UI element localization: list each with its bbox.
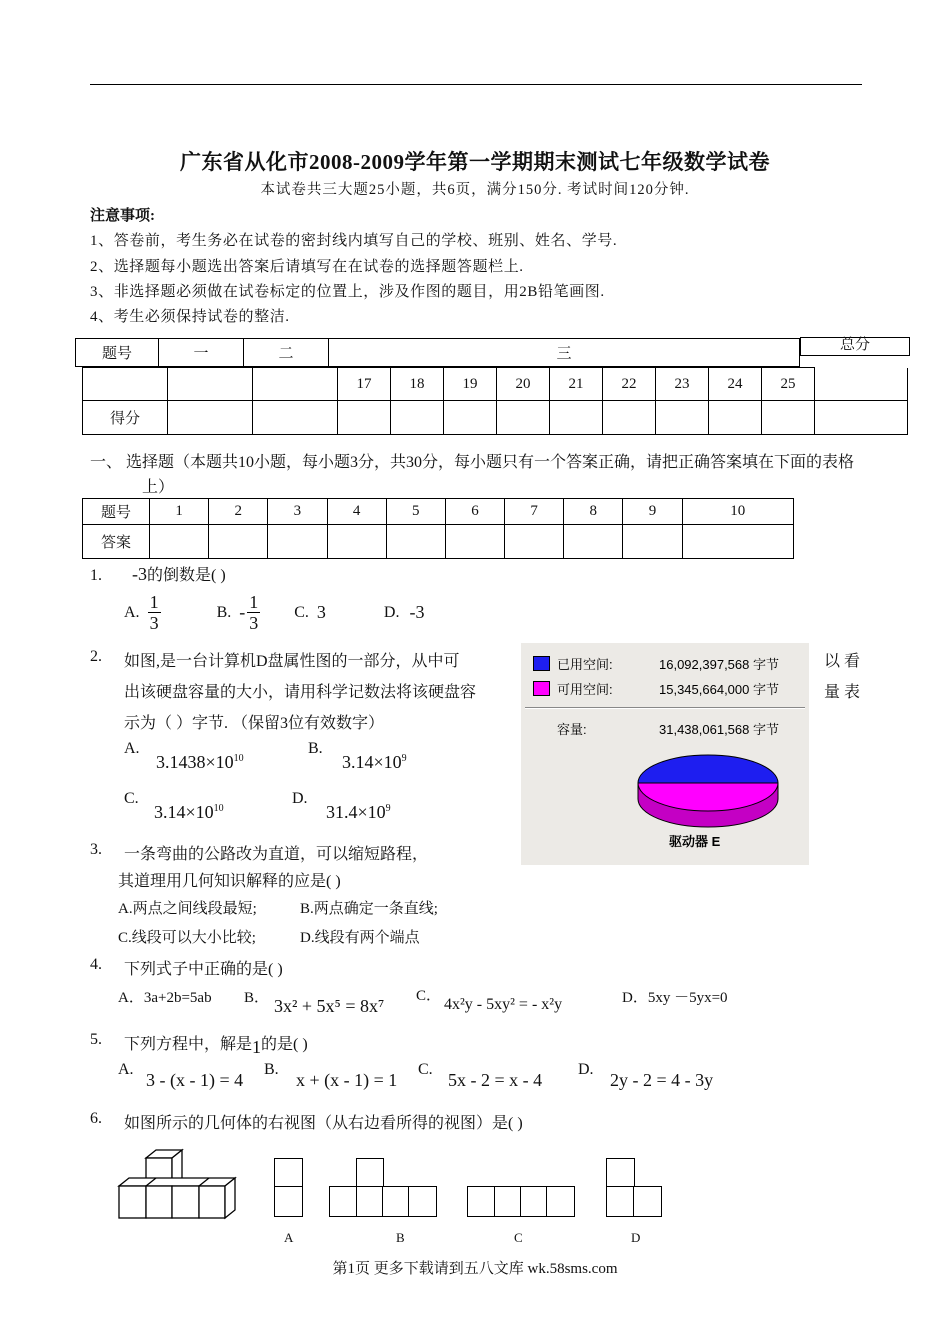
- score-sub-number: 25: [762, 368, 815, 401]
- q6-c-square: [494, 1186, 522, 1217]
- free-color-swatch: [533, 681, 550, 696]
- q5-stem-a: 下列方程中，解是: [124, 1036, 253, 1053]
- answer-num: 7: [505, 499, 564, 525]
- answer-table: [82, 498, 794, 559]
- bottom-cube-1: [119, 1186, 146, 1218]
- q4-option-b-label: B．: [244, 990, 270, 1006]
- q3-line2: 其道理用几何知识解释的应是( ): [118, 873, 341, 890]
- capacity-label: 容量:: [557, 722, 587, 737]
- score-cell[interactable]: [497, 401, 550, 435]
- score-cell[interactable]: [391, 401, 444, 435]
- note-item: 4、考生必须保持试卷的整洁.: [90, 309, 290, 325]
- q4-option-b: 3x² + 5x⁵ = 8x⁷: [274, 996, 385, 1016]
- answer-cell[interactable]: [386, 525, 445, 559]
- q5-option-d-label: D.: [578, 1061, 594, 1078]
- answer-cell[interactable]: [268, 525, 327, 559]
- q1-option-c: C.: [294, 603, 309, 621]
- q4-option-a: A．3a+2b=5ab: [118, 990, 212, 1006]
- notes-heading: 注意事项:: [90, 208, 155, 224]
- q5-option-b-label: B.: [264, 1061, 279, 1078]
- capacity-value: 31,438,061,568 字节: [659, 722, 779, 737]
- q1-number: 1.: [90, 567, 102, 584]
- answer-cell[interactable]: [505, 525, 564, 559]
- q1-b-sign: -: [239, 602, 246, 622]
- q2-option-d-label: D.: [292, 790, 308, 807]
- q2-a-base: 3.1438×10: [156, 752, 234, 772]
- q5-stem-val: 1: [252, 1037, 262, 1057]
- score-sub-number: 19: [444, 368, 497, 401]
- q6-c-square: [546, 1186, 575, 1217]
- q6-label-d: D: [631, 1230, 641, 1245]
- answer-cell[interactable]: [445, 525, 504, 559]
- q6-a-square: [274, 1186, 303, 1217]
- score-h-one: 一: [159, 339, 244, 367]
- q6-d-square: [606, 1158, 635, 1188]
- bottom-cube-4: [199, 1186, 225, 1218]
- q4-option-c-label: C．: [416, 988, 442, 1004]
- section1-heading-text: 一、 选择题（本题共10小题，每小题3分，共30分，每小题只有一个答案正确，请把正确答案填在下面的表格上）: [90, 454, 855, 496]
- score-sub-number: 17: [338, 368, 391, 401]
- q3-option-a: A.两点之间线段最短;: [118, 901, 257, 917]
- disk-divider: [525, 707, 805, 709]
- score-cell[interactable]: [815, 401, 908, 435]
- answer-cell[interactable]: [623, 525, 682, 559]
- q4-option-c: 4x²y - 5xy² = - x²y: [444, 996, 563, 1013]
- q6-number: 6.: [90, 1110, 102, 1127]
- q6-b-square: [329, 1186, 358, 1217]
- score-label: 得分: [83, 401, 168, 435]
- bottom-cube-2: [146, 1186, 172, 1218]
- q5-stem-b: 的是( ): [261, 1036, 308, 1053]
- q1-options: [124, 592, 424, 633]
- score-sub-number: 22: [603, 368, 656, 401]
- q2-option-a: [156, 752, 244, 773]
- score-sub-number: 24: [709, 368, 762, 401]
- q1-b-den: 3: [249, 613, 259, 633]
- top-rule: [90, 84, 862, 85]
- q5-option-a-label: A.: [118, 1061, 134, 1078]
- answer-num: 9: [623, 499, 682, 525]
- q2-option-b-label: B.: [308, 740, 323, 757]
- q5-option-d: 2y - 2 = 4 - 3y: [610, 1070, 714, 1090]
- q6-d-square: [633, 1186, 662, 1217]
- q2-b-exp: 9: [401, 753, 407, 764]
- note-item: 1、答卷前，考生务必在试卷的密封线内填写自己的学校、班别、姓名、学号.: [90, 233, 618, 249]
- q2-option-b: [342, 752, 407, 773]
- bottom-row-top: [119, 1178, 235, 1186]
- q2-line3: 示为（ ）字节. （保留3位有效数字）: [124, 715, 385, 732]
- q2-c-base: 3.14×10: [154, 802, 214, 822]
- q2-line2: 出该硬盘容量的大小，请用科学记数法将该硬盘容: [124, 684, 477, 701]
- score-cell[interactable]: [253, 401, 338, 435]
- score-h-label: 题号: [76, 339, 159, 367]
- q2-option-c: [154, 802, 224, 823]
- answer-num: 5: [386, 499, 445, 525]
- answer-cell[interactable]: [150, 525, 209, 559]
- score-h-total: 总分: [800, 337, 910, 356]
- q2-line1-end: 以 看: [824, 653, 861, 670]
- q2-b-base: 3.14×10: [342, 752, 402, 772]
- score-sub-number: 18: [391, 368, 444, 401]
- answer-cell[interactable]: [682, 525, 793, 559]
- q6-label-b: B: [396, 1230, 405, 1245]
- score-sub-number: 23: [656, 368, 709, 401]
- q1-d-val: -3: [409, 602, 425, 622]
- q3-line1: 一条弯曲的公路改为直道，可以缩短路程，: [124, 846, 429, 863]
- q6-label-a: A: [284, 1230, 294, 1245]
- q1-c-val: 3: [316, 602, 326, 622]
- q1-option-d: D.: [383, 603, 400, 621]
- q2-option-c-label: C.: [124, 790, 139, 807]
- page-title: 广东省从化市2008-2009学年第一学期期末测试七年级数学试卷: [180, 150, 770, 174]
- drive-label: 驱动器 E: [669, 834, 721, 849]
- q1-text: 的倒数是( ): [147, 567, 226, 584]
- q5-stem: [124, 1031, 308, 1057]
- q4-option-d: D．5xy －5yx=0: [622, 990, 728, 1006]
- score-cell[interactable]: [603, 401, 656, 435]
- exam-info: 本试卷共三大题25小题，共6页，满分150分. 考试时间120分钟.: [260, 182, 690, 198]
- q2-number: 2.: [90, 648, 102, 665]
- score-cell[interactable]: [444, 401, 497, 435]
- q3-option-d: D.线段有两个端点: [300, 930, 420, 946]
- q1-a-num: 1: [149, 592, 159, 612]
- note-item: 2、选择题每小题选出答案后请填写在在试卷的选择题答题栏上.: [90, 259, 524, 275]
- q6-b-square: [356, 1158, 384, 1188]
- q5-number: 5.: [90, 1031, 102, 1048]
- q5-option-c-label: C.: [418, 1061, 433, 1078]
- answer-num: 3: [268, 499, 327, 525]
- q6-c-square: [520, 1186, 548, 1217]
- q5-option-a: 3 - (x - 1) = 4: [146, 1070, 244, 1090]
- score-h-three: 三: [329, 339, 800, 367]
- q1-option-b: B.: [216, 603, 232, 621]
- q2-d-base: 31.4×10: [326, 802, 386, 822]
- q6-c-square: [467, 1186, 496, 1217]
- q1-b-fraction: [247, 592, 260, 633]
- q1-a-den: 3: [149, 613, 159, 633]
- free-label: 可用空间:: [557, 682, 613, 697]
- used-label: 已用空间:: [557, 657, 613, 672]
- q2-line2-end: 量 表: [824, 684, 861, 701]
- q6-label-c: C: [514, 1230, 523, 1245]
- score-table: [82, 367, 908, 435]
- answer-num: 4: [327, 499, 386, 525]
- q2-line1: 如图,是一台计算机D盘属性图的一部分，从中可: [124, 653, 460, 670]
- q6-a-square: [274, 1158, 303, 1188]
- q3-option-b: B.两点确定一条直线;: [300, 901, 438, 917]
- q5-option-b: x + (x - 1) = 1: [296, 1070, 398, 1090]
- score-table-header: [75, 338, 800, 367]
- q3-number: 3.: [90, 841, 102, 858]
- answer-num: 8: [564, 499, 623, 525]
- score-cell[interactable]: [338, 401, 391, 435]
- q6-stem: 如图所示的几何体的右视图（从右边看所得的视图）是( ): [124, 1115, 523, 1132]
- q4-stem: 下列式子中正确的是( ): [124, 961, 283, 978]
- q1-b-num: 1: [249, 592, 259, 612]
- q3-option-c: C.线段可以大小比较;: [118, 930, 256, 946]
- disk-pie-chart: [633, 753, 783, 839]
- score-cell[interactable]: [656, 401, 709, 435]
- q1-option-a: A.: [124, 603, 140, 621]
- answer-num: 10: [682, 499, 793, 525]
- q2-option-a-label: A.: [124, 740, 140, 757]
- answer-cell[interactable]: [209, 525, 268, 559]
- answer-num: 2: [209, 499, 268, 525]
- q4-number: 4.: [90, 956, 102, 973]
- score-cell[interactable]: [709, 401, 762, 435]
- q6-b-square: [382, 1186, 410, 1217]
- q6-b-square: [408, 1186, 437, 1217]
- used-color-swatch: [533, 656, 550, 671]
- q2-d-exp: 9: [385, 803, 391, 814]
- answer-cell[interactable]: [564, 525, 623, 559]
- q1-expr: -3: [132, 564, 147, 584]
- q6-solid-figure: [112, 1148, 242, 1224]
- disk-properties-panel: [521, 643, 809, 865]
- q6-b-square: [356, 1186, 384, 1217]
- answer-num: 1: [150, 499, 209, 525]
- used-value: 16,092,397,568 字节: [659, 657, 779, 672]
- q1-stem: [90, 562, 226, 585]
- score-cell[interactable]: [550, 401, 603, 435]
- answer-cell[interactable]: [327, 525, 386, 559]
- bottom-cube-3: [172, 1186, 199, 1218]
- answer-num: 6: [445, 499, 504, 525]
- score-h-two: 二: [244, 339, 329, 367]
- free-value: 15,345,664,000 字节: [659, 682, 779, 697]
- q6-d-square: [606, 1186, 635, 1217]
- q2-option-d: [326, 802, 391, 823]
- answer-label: 答案: [83, 525, 150, 559]
- score-sub-number: 21: [550, 368, 603, 401]
- score-sub-number: 20: [497, 368, 550, 401]
- q1-a-fraction: [148, 592, 161, 633]
- pie-used-slice: [638, 755, 778, 783]
- score-cell[interactable]: [762, 401, 815, 435]
- note-item: 3、非选择题必须做在试卷标定的位置上，涉及作图的题目，用2B铅笔画图.: [90, 284, 605, 300]
- q2-a-exp: 10: [233, 753, 244, 764]
- bottom-row-side: [225, 1178, 235, 1218]
- answer-h-label: 题号: [83, 499, 150, 525]
- section1-heading: [90, 450, 865, 500]
- page-footer: 第1页 更多下载请到五八文库 wk.58sms.com: [332, 1261, 618, 1277]
- q5-option-c: 5x - 2 = x - 4: [448, 1070, 543, 1090]
- q2-c-exp: 10: [213, 803, 224, 814]
- score-cell[interactable]: [168, 401, 253, 435]
